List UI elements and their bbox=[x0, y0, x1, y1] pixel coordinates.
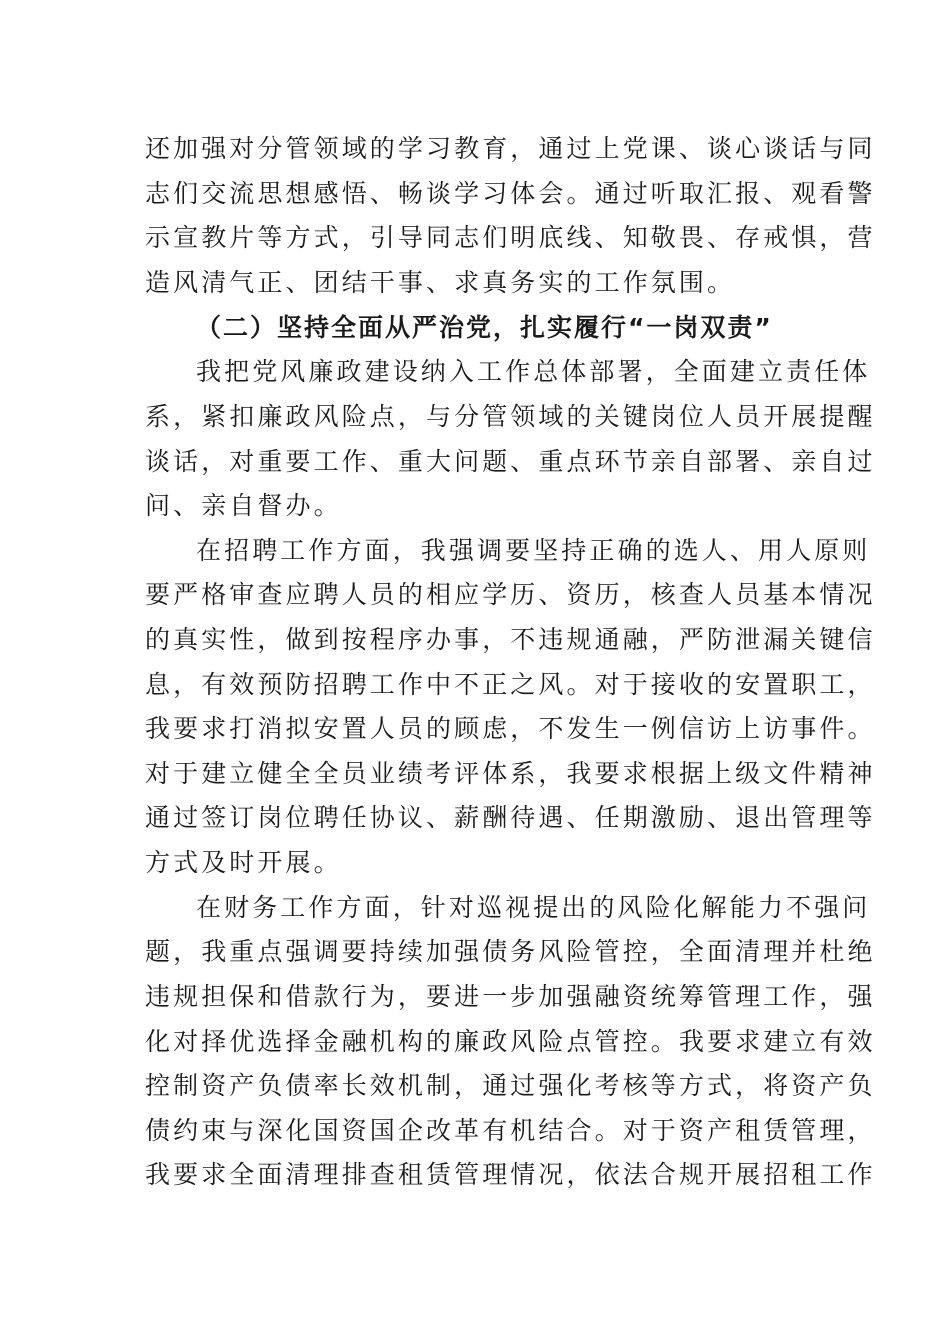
body-line: 我把党风廉政建设纳入工作总体部署，全面建立责任体 bbox=[196, 357, 871, 386]
body-line: 通过签订岗位聘任协议、薪酬待遇、任期激励、退出管理等 bbox=[145, 803, 876, 832]
body-line: 在财务工作方面，针对巡视提出的风险化解能力不强问 bbox=[196, 893, 871, 922]
body-line: 对于建立健全全员业绩考评体系，我要求根据上级文件精神 bbox=[145, 759, 876, 788]
body-line: 还加强对分管领域的学习教育，通过上党课、谈心谈话与同 bbox=[145, 134, 876, 163]
section-heading: （二）坚持全面从严治党，扎实履行“一岗双责” bbox=[196, 313, 773, 342]
body-line: 违规担保和借款行为，要进一步加强融资统筹管理工作，强 bbox=[145, 982, 876, 1011]
body-line: 我要求打消拟安置人员的顾虑，不发生一例信访上访事件。 bbox=[145, 714, 876, 743]
body-line: 示宣教片等方式，引导同志们明底线、知敬畏、存戒惧，营 bbox=[145, 223, 876, 252]
body-line: 谈话，对重要工作、重大问题、重点环节亲自部署、亲自过 bbox=[145, 447, 876, 476]
body-line: 造风清气正、团结干事、求真务实的工作氛围。 bbox=[145, 268, 736, 297]
body-line: 息，有效预防招聘工作中不正之风。对于接收的安置职工， bbox=[145, 670, 876, 699]
body-line: 控制资产负债率长效机制，通过强化考核等方式，将资产负 bbox=[145, 1071, 876, 1100]
body-line: 问、亲自督办。 bbox=[145, 491, 342, 520]
body-line: 债约束与深化国资国企改革有机结合。对于资产租赁管理， bbox=[145, 1116, 876, 1145]
body-line: 我要求全面清理排查租赁管理情况，依法合规开展招租工作 bbox=[145, 1160, 876, 1189]
body-line: 题，我重点强调要持续加强债务风险管控，全面清理并杜绝 bbox=[145, 937, 876, 966]
body-line: 在招聘工作方面，我强调要坚持正确的选人、用人原则 bbox=[196, 536, 871, 565]
body-line: 志们交流思想感悟、畅谈学习体会。通过听取汇报、观看警 bbox=[145, 179, 876, 208]
body-line: 系，紧扣廉政风险点，与分管领域的关键岗位人员开展提醒 bbox=[145, 402, 876, 431]
body-line: 方式及时开展。 bbox=[145, 848, 342, 877]
body-line: 化对择优选择金融机构的廉政风险点管控。我要求建立有效 bbox=[145, 1027, 876, 1056]
body-line: 的真实性，做到按程序办事，不违规通融，严防泄漏关键信 bbox=[145, 625, 876, 654]
body-line: 要严格审查应聘人员的相应学历、资历，核查人员基本情况 bbox=[145, 580, 876, 609]
